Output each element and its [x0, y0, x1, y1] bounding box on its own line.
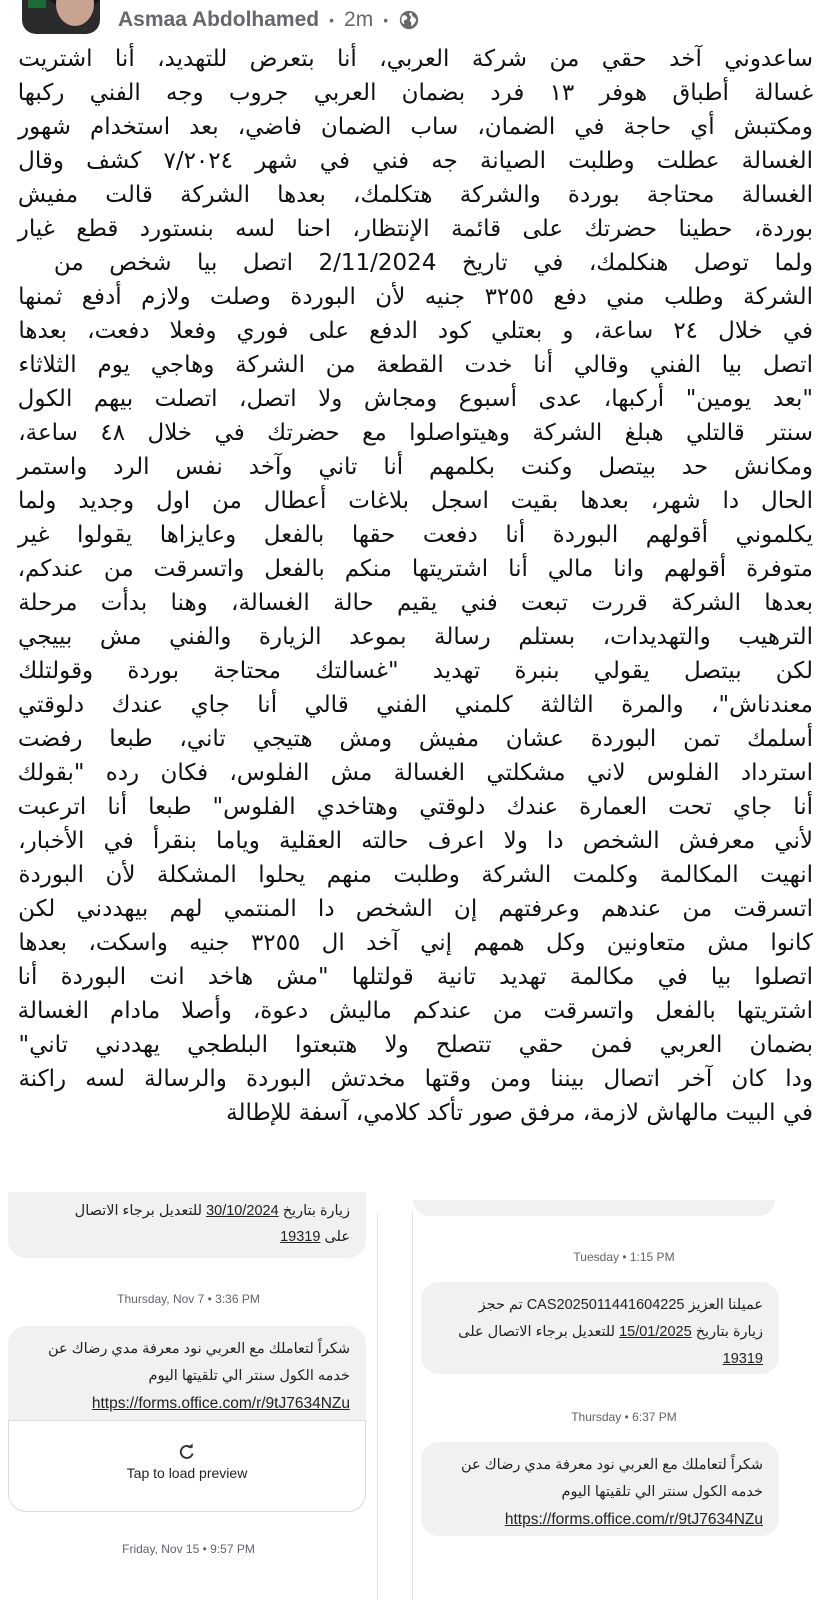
survey-link[interactable]: https://forms.office.com/r/9tJ7634NZu — [91, 1395, 350, 1412]
post-text-line: ولما توصل هنكلمك، في تاريخ 2/11/2024 اتصل بيا شخص من — [53, 250, 813, 276]
attached-screenshots[interactable] — [0, 1203, 834, 1600]
post-text-line: استرداد الفلوس لاني مشكلتي الغسالة مش الفلوس، فكان رده "بقولك — [17, 760, 813, 786]
attachment-image-right[interactable] — [412, 1212, 835, 1600]
bubble-phone: 19319 — [280, 1229, 321, 1245]
avatar-badge — [28, 0, 46, 8]
post-text-line: لأني معرفش الشخص دا ولا اعرف حالته العقلية وياما بنقرأ في الأخبار، — [18, 828, 813, 854]
survey-link[interactable]: https://forms.office.com/r/9tJ7634NZu — [504, 1511, 763, 1528]
message-bubble-partial — [413, 1200, 775, 1216]
separator-dot: • — [329, 12, 335, 28]
message-timestamp: Thursday, Nov 7 • 3:36 PM — [117, 1292, 260, 1306]
booking-code: CAS2025011441604225 — [526, 1297, 685, 1313]
bubble-date: 15/01/2025 — [619, 1324, 692, 1340]
attachment-image-left[interactable] — [0, 1203, 378, 1600]
post-header — [0, 0, 834, 38]
bubble-text: شكراً لتعاملك مع العربي نود معرفة مدي رضاك عن — [460, 1457, 763, 1473]
post-text-line: ساعدوني آخد حقي من شركة العربي، أنا بتعرض للتهديد، أنا اشتريت — [18, 46, 813, 72]
post-text-line: بضمان العربي فمن حقي تتصلح ولا هتبعتوا البلطجي يهددني تاني" — [18, 1032, 813, 1058]
bubble-text: خدمه الكول سنتر الي تلقيتها اليوم — [148, 1368, 350, 1384]
post-text-line: في خلال ٢٤ ساعة، و بعتلي كود الدفع على فوري وفعلا دفعت، بعدها — [18, 318, 813, 344]
post-text-line: في البيت مالهاش لازمة، مرفق صور تأكد كلامي، آسفة للإطالة — [226, 1100, 813, 1126]
bubble-date: 30/10/2024 — [206, 1203, 279, 1219]
post-text-line: أسلمك تمن البوردة عشان مفيش ومش هتيجي تاني، طبعا رفضت — [17, 726, 813, 752]
message-timestamp: Tuesday • 1:15 PM — [573, 1250, 675, 1264]
post-text — [18, 42, 813, 1130]
post-text-line: "بعد يومين" أركبها، عدى أسبوع ومجاش ولا اتصل، اتصلت بيهم الكول — [17, 386, 813, 412]
bubble-text: خدمه الكول سنتر الي تلقيتها اليوم — [561, 1484, 763, 1500]
post-text-line: بوردة، حطينا حضرتك على قائمة الإنتظار، احنا لسه بنستورد قطع غيار — [17, 216, 813, 242]
post-text-line: بعدها الشركة قررت تبعت فني يقيم حالة الغسالة، وهنا بدأت مرحلة — [18, 590, 813, 616]
avatar-face — [56, 0, 94, 26]
post-text-line: ومكانش حد بيتصل وكنت بكلمهم أنا تاني وآخد نفس الرد واستمر — [17, 454, 813, 480]
bubble-phone[interactable]: 19319 — [722, 1351, 763, 1367]
post-text-line: لكن بيتصل يقولي بنبرة تهديد "غسالتك محتاجة بوردة وقولتلك — [18, 658, 813, 684]
globe-icon[interactable] — [398, 9, 420, 31]
author-line — [118, 5, 420, 35]
post-text-line: متوفرة أقولهم وانا مالي أنا اشتريتها منكم بالفعل واتسرقت من عندكم، — [17, 556, 813, 582]
post-text-line: كانوا مش متعاونين وكل همهم إني آخد ال ٣٢٥٥ جنيه واسكت، بعدها — [18, 930, 813, 956]
post-text-line: الترهيب والتهديدات، بستلم رسالة بموعد الزيارة والفني مش بييجي — [18, 624, 813, 650]
bubble-text: للتعديل برجاء الاتصال على — [458, 1324, 616, 1340]
author-name[interactable]: Asmaa Abdolhamed — [118, 8, 320, 31]
post-text-line: ودا كان آخر اتصال بيننا ومن وقتها مخدتش البوردة والرسالة لسه راكنة — [18, 1066, 813, 1092]
post-text-line: معندناش"، والمرة الثالثة كلمني الفني قالي أنا جاي عندك دلوقتي — [17, 692, 813, 718]
post-text-line: يكلموني أقولهم البوردة أنا دفعت حقها بالفعل وعايزاها يقولوا غير — [17, 522, 813, 548]
post-text-line: اتسرقت من عندهم وعرفتهم إن الشخص دا المنتمي لهم بيهددني لكن — [18, 896, 813, 922]
message-bubble-booking — [421, 1282, 779, 1374]
post-text-line: الغسالة محتاجة بوردة والشركة هتكلمك، بعدها الشركة قالت مفيش — [17, 182, 813, 208]
post-text-line: سنتر قالتلي هبلغ الشركة وهيتواصلوا مع حضرتك في خلال ٤٨ ساعة، — [18, 420, 813, 446]
bubble-text: تم حجز — [478, 1297, 523, 1313]
bubble-text: زيارة بتاريخ — [282, 1203, 350, 1219]
message-bubble-survey — [421, 1442, 779, 1536]
post-text-line: الشركة وطلب مني دفع ٣٢٥٥ جنيه لأن البوردة وصلت ولازم أدفع ثمنها — [18, 284, 813, 310]
message-bubble-survey — [8, 1326, 366, 1420]
separator-dot: • — [383, 12, 389, 28]
post-text-line: الغسالة عطلت وطلبت الصيانة جه فني في شهر ٧/٢٠٢٤ كشف وقال — [18, 148, 813, 174]
post-text-line: الحال دا شهر، بعدها بقيت اسجل بلاغات أعطال من اول وجديد ولما — [17, 488, 813, 514]
message-bubble-booking-partial — [8, 1192, 366, 1258]
bubble-text: عميلنا العزيز — [688, 1297, 763, 1313]
post-text-line: أنا جاي تحت العمارة عندك دلوقتي وهتاخدي الفلوس" طبعا أنا اترعبت — [17, 794, 813, 820]
bubble-text: زيارة بتاريخ — [695, 1324, 763, 1340]
message-timestamp: Thursday • 6:37 PM — [571, 1410, 677, 1424]
bubble-text: شكراً لتعاملك مع العربي نود معرفة مدي رضاك عن — [47, 1341, 350, 1357]
post-text-line: انهيت المكالمة وكلمت الشركة وطلبت منهم يحلوا المشكلة لأن البوردة — [18, 862, 813, 888]
post-time[interactable]: 2m — [344, 8, 374, 31]
post-text-line: غسالة أطباق هوفر ١٣ فرد بضمان العربي جروب وجه الفني ركبها — [17, 80, 813, 106]
message-timestamp: Friday, Nov 15 • 9:57 PM — [122, 1542, 255, 1556]
post-text-line: اشتريتها بالفعل واتسرقت من عندكم ماليش دعوة، وأصلا مادام الغسالة — [17, 998, 813, 1024]
link-preview-card[interactable] — [8, 1420, 366, 1512]
post-text-line: ومكتبش أي حاجة في الضمان، ساب الضمان فاضي، بعد استخدام شهور — [18, 114, 813, 140]
reload-icon — [178, 1443, 196, 1461]
preview-label[interactable]: Tap to load preview — [126, 1465, 248, 1481]
bubble-text: على — [324, 1229, 350, 1245]
screenshot-gap — [378, 1212, 411, 1600]
post-text-line: اتصل بيا الفني وقالي أنا خدت القطعة من الشركة وهاجي يوم الثلاثاء — [18, 352, 813, 378]
avatar[interactable] — [22, 0, 100, 34]
bubble-text: للتعديل برجاء الاتصال — [74, 1203, 203, 1219]
post-text-line: اتصلوا بيا في مكالمة تهديد تانية قولتلها "مش هاخد انت البوردة أنا — [17, 964, 813, 990]
